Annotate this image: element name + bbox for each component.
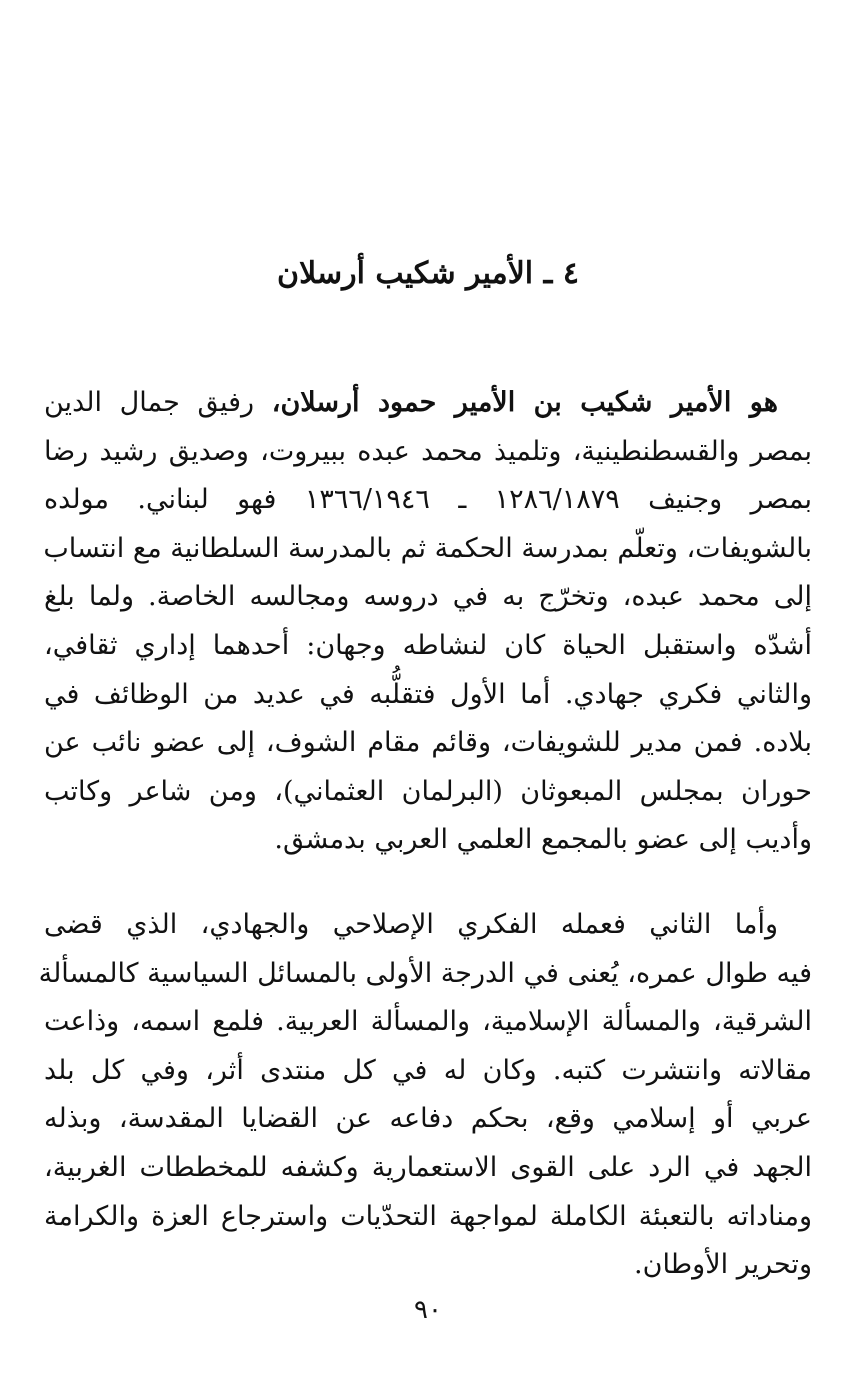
paragraph-2-line-3: الشرقية، والمسألة الإسلامية، والمسألة العربية. فلمع اسمه، وذاعت <box>44 1006 812 1038</box>
paragraph-1-line-10: وأديب إلى عضو بالمجمع العلمي العربي بدمشق. <box>274 824 812 856</box>
paragraph-1-line-9: حوران بمجلس المبعوثان (البرلمان العثماني)، ومن شاعر وكاتب <box>44 775 812 807</box>
chapter-title: ٤ ـ الأمير شكيب أرسلان <box>277 256 579 291</box>
paragraph-1-line-5: إلى محمد عبده، وتخرّج به في دروسه ومجالسه الخاصة. ولما بلغ <box>44 581 812 613</box>
paragraph-1-lead-bold: هو الأمير شكيب بن الأمير حمود أرسلان، <box>271 387 778 418</box>
paragraph-2-line-1: وأما الثاني فعمله الفكري الإصلاحي والجهادي، الذي قضى <box>44 909 778 940</box>
paragraph-2-line-5: عربي أو إسلامي وقع، بحكم دفاعه عن القضايا المقدسة، وبذله <box>44 1103 812 1135</box>
paragraph-1-line-3: بمصر وجنيف ١٢٨٦/١٨٧٩ ـ ١٣٦٦/١٩٤٦ فهو لبناني. مولده <box>44 484 812 516</box>
paragraph-2 <box>38 901 812 1290</box>
paragraph-2-line-4: مقالاته وانتشرت كتبه. وكان له في كل منتدى أثر، وفي كل بلد <box>44 1054 812 1086</box>
paragraph-2-line-2: فيه طوال عمره، يُعنى في الدرجة الأولى بالمسائل السياسية كالمسألة <box>38 957 812 989</box>
paragraph-1-line-8: بلاده. فمن مدير للشويفات، وقائم مقام الشوف، إلى عضو نائب عن <box>44 727 812 759</box>
paragraph-1-line-4: بالشويفات، وتعلّم بمدرسة الحكمة ثم بالمدرسة السلطانية مع انتساب <box>43 532 812 564</box>
paragraph-2-line-8: وتحرير الأوطان. <box>634 1249 812 1281</box>
page-number: ٩٠ <box>414 1295 442 1325</box>
paragraph-1-line-1 <box>44 379 812 428</box>
paragraph-1-line-6: أشدّه واستقبل الحياة كان لنشاطه وجهان: أحدهما إداري ثقافي، <box>44 629 812 661</box>
paragraph-1 <box>44 379 812 865</box>
paragraph-1-line-2: بمصر والقسطنطينية، وتلميذ محمد عبده ببيروت، وصديق رشيد رضا <box>44 435 812 467</box>
paragraph-1-line-1-rest: رفيق جمال الدين <box>44 387 272 418</box>
paragraph-2-line-7: ومناداته بالتعبئة الكاملة لمواجهة التحدّيات واسترجاع العزة والكرامة <box>44 1200 812 1232</box>
paragraph-2-line-6: الجهد في الرد على القوى الاستعمارية وكشفه للمخططات الغربية، <box>44 1151 812 1183</box>
paragraph-1-line-7: والثاني فكري جهادي. أما الأول فتقلُّبه في عديد من الوظائف في <box>44 678 812 710</box>
